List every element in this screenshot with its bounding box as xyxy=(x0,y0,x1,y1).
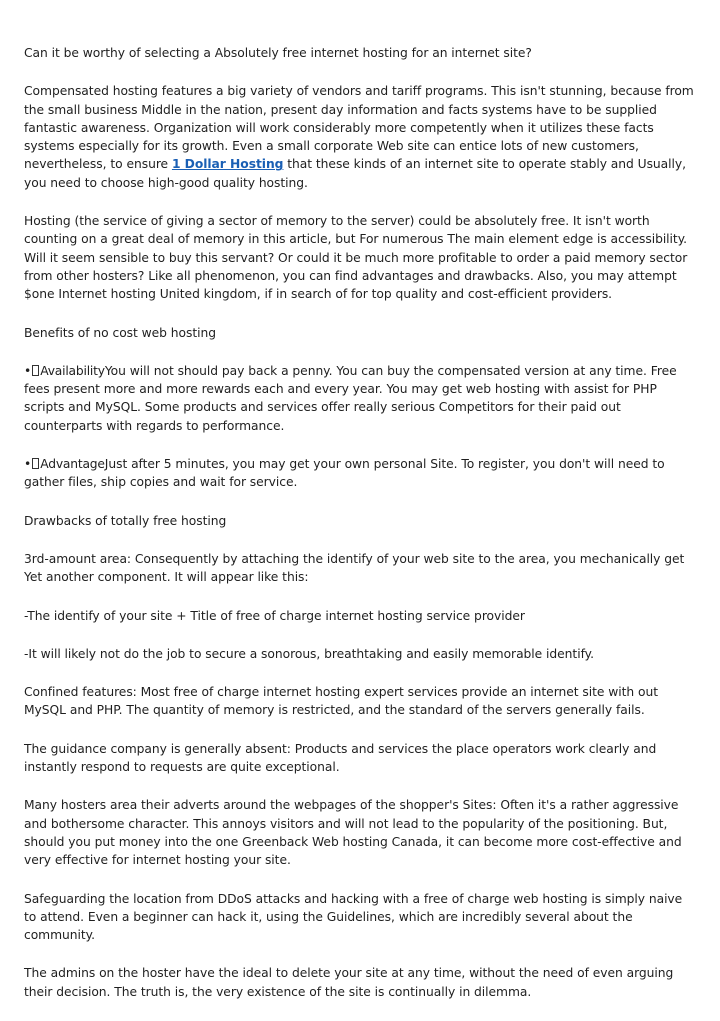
drawbacks-heading: Drawbacks of totally free hosting xyxy=(24,513,227,528)
security-paragraph: Safeguarding the location from DDoS attacks and hacking with a free of charge web hosting is simply naive to attend. Even a beginner can hack it, using the Guidelines, which are incredibly several about the community. xyxy=(24,891,683,943)
missing-glyph-icon xyxy=(32,365,39,376)
benefits-heading: Benefits of no cost web hosting xyxy=(24,325,217,340)
free-hosting-paragraph: Hosting (the service of giving a sector of memory to the server) could be absolutely free. It isn't worth counting on a great deal of memory in this article, but For numerous The main element edge is accessibility. Will it seem sensible to buy this servant? Or could it be much more profitable to order a paid memory sector from other hosters? Like all phenomenon, you can find advantages and drawbacks. Also, you may attempt $one Internet hosting United kingdom, if in search of for top quality and cost-efficient providers. xyxy=(24,214,688,302)
admins-paragraph: The admins on the hoster have the ideal to delete your site at any time, without the need of even arguing their decision. The truth is, the very existence of the site is continually in dilemma. xyxy=(24,966,674,999)
bullet-glyph: • xyxy=(24,363,32,378)
article-body xyxy=(24,44,696,1021)
advantage-paragraph xyxy=(24,455,696,492)
paragraph-text: that these kinds of an internet site to operate stably and Usually, you need to choose high-good quality hosting. xyxy=(24,157,686,190)
paragraph-text: Compensated hosting features a big variety of vendors and tariff programs. This isn't stunning, because from the small business Middle in the nation, present day information and facts systems have to be supplied fantastic awareness. Organization will work considerably more competently when it utilizes these facts systems especially for its growth. Even a small corporate Web site can entice lots of new customers, nevertheless, to ensure xyxy=(24,84,694,172)
paragraph-text: You will not should pay back a penny. You can buy the compensated version at any time. Free fees present more and more rewards each and every year. You may get web hosting with assist for PHP scripts and MySQL. Some products and services offer really serious Competitors for their paid out counterparts with regards to performance. xyxy=(24,363,677,433)
third-level-domain-paragraph: 3rd-amount area: Consequently by attaching the identify of your web site to the area, you mechanically get Yet another component. It will appear like this: xyxy=(24,551,685,585)
availability-paragraph xyxy=(24,362,696,435)
paid-hosting-paragraph xyxy=(24,82,696,192)
memorable-name-paragraph: -It will likely not do the job to secure a sonorous, breathtaking and easily memorable identify. xyxy=(24,646,594,661)
site-name-example: -The identify of your site + Title of free of charge internet hosting service provider xyxy=(24,608,525,623)
support-paragraph: The guidance company is generally absent: Products and services the place operators work clearly and instantly respond to requests are quite exceptional. xyxy=(24,741,657,775)
paragraph-text: Just after 5 minutes, you may get your own personal Site. To register, you don't will need to gather files, ship copies and wait for service. xyxy=(24,457,665,490)
bullet-glyph: • xyxy=(24,457,32,472)
dollar-hosting-link[interactable]: 1 Dollar Hosting xyxy=(171,157,284,172)
question-paragraph: Can it be worthy of selecting a Absolutely free internet hosting for an internet site? xyxy=(24,46,532,60)
advantage-label: Advantage xyxy=(40,457,105,472)
limited-features-paragraph: Confined features: Most free of charge internet hosting expert services provide an internet site with out MySQL and PHP. The quantity of memory is restricted, and the standard of the servers generally fails. xyxy=(24,685,658,718)
missing-glyph-icon xyxy=(32,458,39,469)
adverts-paragraph: Many hosters area their adverts around the webpages of the shopper's Sites: Often it's a rather aggressive and bothersome character. This annoys visitors and will not lead to the popularity of the positioning. But, should you put money into the one Greenback Web hosting Canada, it can become more cost-effective and very effective for internet hosting your site. xyxy=(24,798,682,868)
availability-label: Availability xyxy=(40,363,105,378)
